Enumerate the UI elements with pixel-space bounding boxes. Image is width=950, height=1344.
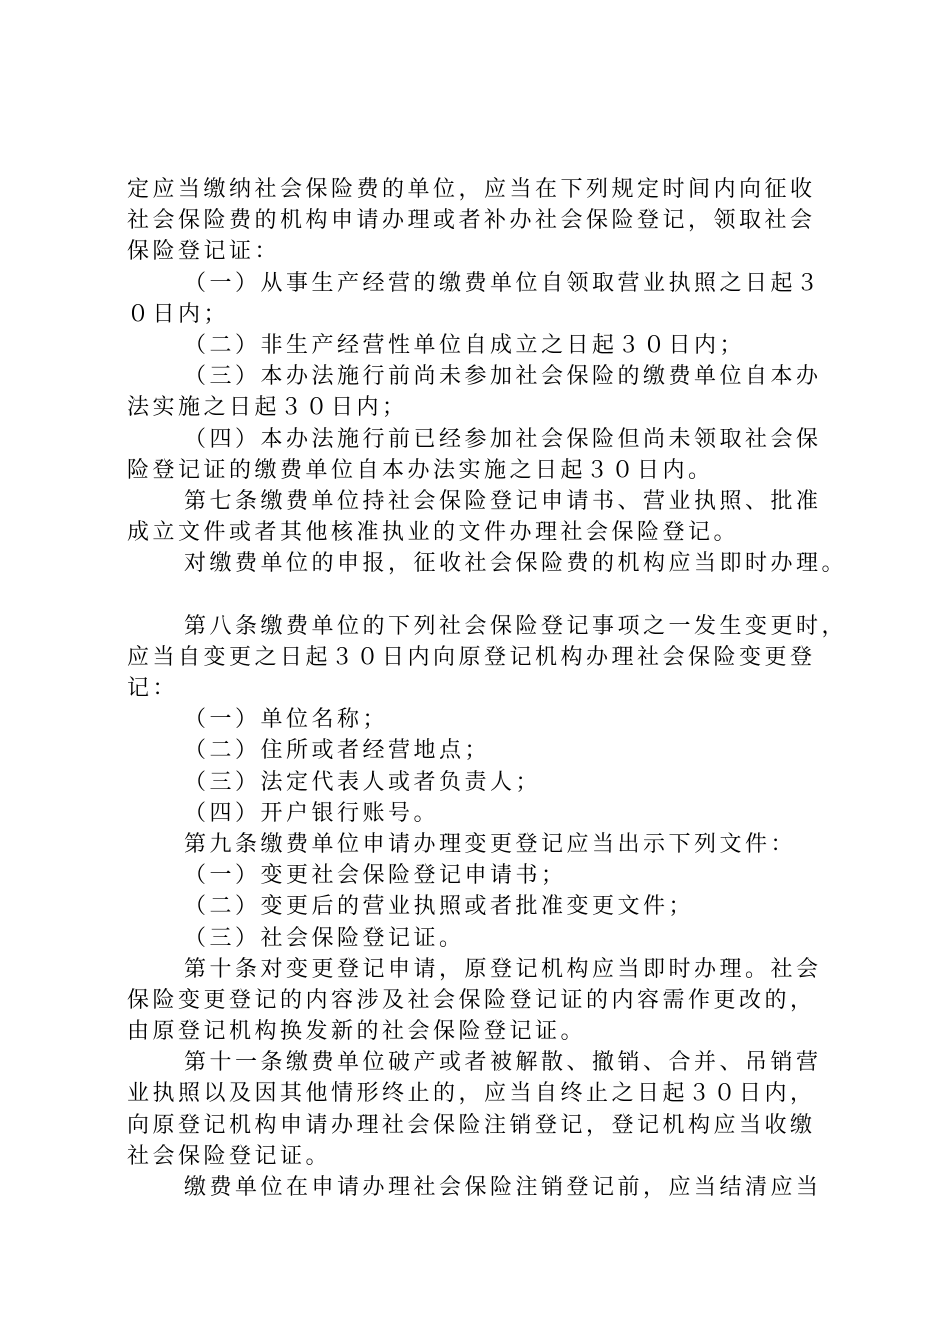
text-line: （一）从事生产经营的缴费单位自领取营业执照之日起３ bbox=[184, 270, 822, 296]
text-line: 第十条对变更登记申请，原登记机构应当即时办理。社会 bbox=[184, 956, 822, 982]
text-line: （一）单位名称； bbox=[184, 707, 389, 733]
text-line: （二）变更后的营业执照或者批准变更文件； bbox=[184, 894, 695, 920]
text-line: 业执照以及因其他情形终止的，应当自终止之日起３０日内， bbox=[127, 1081, 816, 1107]
text-line: 成立文件或者其他核准执业的文件办理社会保险登记。 bbox=[127, 520, 740, 546]
text-line: 第八条缴费单位的下列社会保险登记事项之一发生变更时， bbox=[184, 613, 848, 639]
text-line: 险登记证的缴费单位自本办法实施之日起３０日内。 bbox=[127, 457, 714, 483]
text-line: 向原登记机构申请办理社会保险注销登记，登记机构应当收缴 bbox=[127, 1112, 816, 1138]
text-line: 法实施之日起３０日内； bbox=[127, 395, 408, 421]
text-line: 保险变更登记的内容涉及社会保险登记证的内容需作更改的， bbox=[127, 987, 816, 1013]
text-line: 由原登记机构换发新的社会保险登记证。 bbox=[127, 1019, 587, 1045]
text-line: 第十一条缴费单位破产或者被解散、撤销、合并、吊销营 bbox=[184, 1050, 822, 1076]
blank-line bbox=[127, 579, 857, 610]
text-line: 记： bbox=[127, 676, 179, 701]
text-line: 对缴费单位的申报，征收社会保险费的机构应当即时办理。 bbox=[184, 551, 848, 577]
text-line: （三）法定代表人或者负责人； bbox=[184, 769, 542, 795]
text-line: （四）本办法施行前已经参加社会保险但尚未领取社会保 bbox=[184, 426, 822, 452]
text-line: （三）社会保险登记证。 bbox=[184, 925, 465, 951]
text-line: 应当自变更之日起３０日内向原登记机构办理社会保险变更登 bbox=[127, 644, 816, 670]
text-line: （二）非生产经营性单位自成立之日起３０日内； bbox=[184, 332, 746, 358]
text-line: （一）变更社会保险登记申请书； bbox=[184, 863, 567, 889]
text-line: （三）本办法施行前尚未参加社会保险的缴费单位自本办 bbox=[184, 364, 822, 390]
text-line: 第七条缴费单位持社会保险登记申请书、营业执照、批准 bbox=[184, 488, 822, 514]
text-line: 缴费单位在申请办理社会保险注销登记前，应当结清应当 bbox=[184, 1175, 822, 1200]
text-line: 社会保险登记证。 bbox=[127, 1143, 332, 1169]
text-line: ０日内； bbox=[127, 301, 230, 327]
text-line: 社会保险费的机构申请办理或者补办社会保险登记，领取社会 bbox=[127, 208, 816, 234]
text-line: 定应当缴纳社会保险费的单位，应当在下列规定时间内向征收 bbox=[127, 177, 816, 202]
text-line: 第九条缴费单位申请办理变更登记应当出示下列文件： bbox=[184, 831, 797, 857]
text-line: （四）开户银行账号。 bbox=[184, 800, 440, 826]
document-body bbox=[127, 174, 857, 1203]
text-line: （二）住所或者经营地点； bbox=[184, 738, 491, 764]
text-line: 保险登记证： bbox=[127, 239, 281, 265]
